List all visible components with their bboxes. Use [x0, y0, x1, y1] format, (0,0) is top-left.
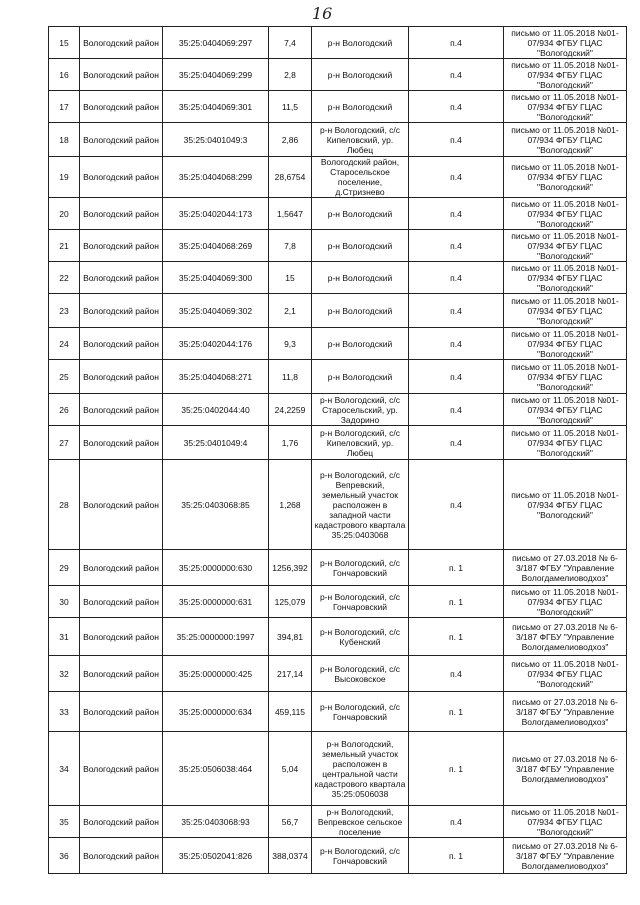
row-number: 20: [49, 198, 80, 230]
table-row: [49, 692, 627, 732]
row-number: 27: [49, 426, 80, 460]
cadastral-number-cell: 35:25:0000000:630: [163, 550, 269, 586]
location-cell: р-н Вологодский: [312, 59, 409, 91]
district-cell: Вологодский район: [80, 328, 163, 360]
district-cell: Вологодский район: [80, 123, 163, 157]
location-cell: р-н Вологодский: [312, 230, 409, 262]
cadastral-number-cell: 35:25:0404069:297: [163, 27, 269, 59]
document-cell: письмо от 11.05.2018 №01-07/934 ФГБУ ГЦАС "Вологодский": [504, 230, 627, 262]
table-row: [49, 360, 627, 394]
area-cell: 9,3: [269, 328, 312, 360]
row-number: 25: [49, 360, 80, 394]
table-row: [49, 426, 627, 460]
location-cell: р-н Вологодский, с/с Кипеловский, ур. Любец: [312, 123, 409, 157]
basis-cell: п.4: [409, 91, 504, 123]
area-cell: 56,7: [269, 806, 312, 838]
district-cell: Вологодский район: [80, 732, 163, 806]
basis-cell: п.4: [409, 59, 504, 91]
location-cell: р-н Вологодский: [312, 262, 409, 294]
location-cell: р-н Вологодский: [312, 198, 409, 230]
row-number: 28: [49, 460, 80, 550]
document-cell: письмо от 11.05.2018 №01-07/934 ФГБУ ГЦАС "Вологодский": [504, 262, 627, 294]
basis-cell: п.4: [409, 806, 504, 838]
table-row: [49, 157, 627, 198]
location-cell: р-н Вологодский, с/с Старосельский, ур. Задорино: [312, 394, 409, 426]
basis-cell: п.4: [409, 460, 504, 550]
location-cell: р-н Вологодский, с/с Гончаровский: [312, 692, 409, 732]
area-cell: 125,079: [269, 586, 312, 618]
table-row: [49, 91, 627, 123]
row-number: 18: [49, 123, 80, 157]
document-cell: письмо от 11.05.2018 №01-07/934 ФГБУ ГЦАС "Вологодский": [504, 586, 627, 618]
table-row: [49, 230, 627, 262]
document-cell: письмо от 11.05.2018 №01-07/934 ФГБУ ГЦАС "Вологодский": [504, 27, 627, 59]
table-row: [49, 27, 627, 59]
location-cell: р-н Вологодский, с/с Гончаровский: [312, 586, 409, 618]
basis-cell: п. 1: [409, 732, 504, 806]
district-cell: Вологодский район: [80, 618, 163, 656]
area-cell: 1,5647: [269, 198, 312, 230]
cadastral-number-cell: 35:25:0506038:464: [163, 732, 269, 806]
document-cell: письмо от 27.03.2018 № 6-3/187 ФГБУ "Управление Вологдамелиоводхоз": [504, 618, 627, 656]
document-cell: письмо от 11.05.2018 №01-07/934 ФГБУ ГЦАС "Вологодский": [504, 123, 627, 157]
cadastral-number-cell: 35:25:0401049:4: [163, 426, 269, 460]
location-cell: р-н Вологодский, с/с Высоковское: [312, 656, 409, 692]
district-cell: Вологодский район: [80, 91, 163, 123]
table-row: [49, 656, 627, 692]
document-cell: письмо от 11.05.2018 №01-07/934 ФГБУ ГЦАС "Вологодский": [504, 59, 627, 91]
location-cell: р-н Вологодский, с/с Вепревский, земельный участок расположен в западной части кадастрового квартала 35:25:0403068: [312, 460, 409, 550]
district-cell: Вологодский район: [80, 198, 163, 230]
table-row: [49, 328, 627, 360]
document-cell: письмо от 11.05.2018 №01-07/934 ФГБУ ГЦАС "Вологодский": [504, 394, 627, 426]
row-number: 31: [49, 618, 80, 656]
cadastral-number-cell: 35:25:0000000:631: [163, 586, 269, 618]
location-cell: р-н Вологодский, с/с Кипеловский, ур. Любец: [312, 426, 409, 460]
document-cell: письмо от 11.05.2018 №01-07/934 ФГБУ ГЦАС "Вологодский": [504, 157, 627, 198]
document-cell: письмо от 11.05.2018 №01-07/934 ФГБУ ГЦАС "Вологодский": [504, 328, 627, 360]
row-number: 30: [49, 586, 80, 618]
district-cell: Вологодский район: [80, 586, 163, 618]
location-cell: р-н Вологодский: [312, 294, 409, 328]
district-cell: Вологодский район: [80, 262, 163, 294]
location-cell: Вологодский район, Старосельское поселение, д.Стризнево: [312, 157, 409, 198]
basis-cell: п.4: [409, 656, 504, 692]
basis-cell: п. 1: [409, 692, 504, 732]
district-cell: Вологодский район: [80, 550, 163, 586]
area-cell: 459,115: [269, 692, 312, 732]
document-cell: письмо от 11.05.2018 №01-07/934 ФГБУ ГЦАС "Вологодский": [504, 806, 627, 838]
district-cell: Вологодский район: [80, 230, 163, 262]
land-registry-table: [48, 26, 627, 874]
row-number: 26: [49, 394, 80, 426]
page-number: 16: [312, 4, 333, 23]
area-cell: 1,76: [269, 426, 312, 460]
basis-cell: п.4: [409, 157, 504, 198]
document-cell: письмо от 11.05.2018 №01-07/934 ФГБУ ГЦАС "Вологодский": [504, 294, 627, 328]
row-number: 29: [49, 550, 80, 586]
table-row: [49, 294, 627, 328]
row-number: 24: [49, 328, 80, 360]
basis-cell: п.4: [409, 262, 504, 294]
document-cell: письмо от 27.03.2018 № 6-3/187 ФГБУ "Управление Вологдамелиоводхоз": [504, 838, 627, 874]
area-cell: 2,8: [269, 59, 312, 91]
cadastral-number-cell: 35:25:0404069:302: [163, 294, 269, 328]
basis-cell: п.4: [409, 294, 504, 328]
cadastral-number-cell: 35:25:0404069:301: [163, 91, 269, 123]
district-cell: Вологодский район: [80, 59, 163, 91]
area-cell: 2,86: [269, 123, 312, 157]
area-cell: 11,5: [269, 91, 312, 123]
area-cell: 217,14: [269, 656, 312, 692]
table-row: [49, 586, 627, 618]
row-number: 19: [49, 157, 80, 198]
district-cell: Вологодский район: [80, 426, 163, 460]
cadastral-number-cell: 35:25:0404069:299: [163, 59, 269, 91]
location-cell: р-н Вологодский: [312, 360, 409, 394]
basis-cell: п.4: [409, 123, 504, 157]
district-cell: Вологодский район: [80, 838, 163, 874]
area-cell: 28,6754: [269, 157, 312, 198]
cadastral-number-cell: 35:25:0401049:3: [163, 123, 269, 157]
row-number: 15: [49, 27, 80, 59]
district-cell: Вологодский район: [80, 692, 163, 732]
district-cell: Вологодский район: [80, 656, 163, 692]
cadastral-number-cell: 35:25:0402044:173: [163, 198, 269, 230]
row-number: 23: [49, 294, 80, 328]
district-cell: Вологодский район: [80, 460, 163, 550]
cadastral-number-cell: 35:25:0404068:271: [163, 360, 269, 394]
document-cell: письмо от 11.05.2018 №01-07/934 ФГБУ ГЦАС "Вологодский": [504, 360, 627, 394]
document-cell: письмо от 27.03.2018 № 6-3/187 ФГБУ "Управление Вологдамелиоводхоз": [504, 692, 627, 732]
district-cell: Вологодский район: [80, 806, 163, 838]
basis-cell: п.4: [409, 27, 504, 59]
area-cell: 394,81: [269, 618, 312, 656]
table-row: [49, 198, 627, 230]
row-number: 36: [49, 838, 80, 874]
row-number: 21: [49, 230, 80, 262]
location-cell: р-н Вологодский, с/с Гончаровский: [312, 838, 409, 874]
area-cell: 11,8: [269, 360, 312, 394]
area-cell: 1256,392: [269, 550, 312, 586]
row-number: 35: [49, 806, 80, 838]
area-cell: 7,4: [269, 27, 312, 59]
location-cell: р-н Вологодский, земельный участок расположен в центральной части кадастрового квартала 35:25:0506038: [312, 732, 409, 806]
area-cell: 2,1: [269, 294, 312, 328]
cadastral-number-cell: 35:25:0403068:85: [163, 460, 269, 550]
document-cell: письмо от 11.05.2018 №01-07/934 ФГБУ ГЦАС "Вологодский": [504, 198, 627, 230]
document-cell: письмо от 27.03.2018 № 6-3/187 ФГБУ "Управление Вологдамелиоводхоз": [504, 732, 627, 806]
table-row: [49, 732, 627, 806]
location-cell: р-н Вологодский: [312, 27, 409, 59]
district-cell: Вологодский район: [80, 27, 163, 59]
location-cell: р-н Вологодский, с/с Кубенский: [312, 618, 409, 656]
basis-cell: п. 1: [409, 618, 504, 656]
document-cell: письмо от 27.03.2018 № 6-3/187 ФГБУ "Управление Вологдамелиоводхоз": [504, 550, 627, 586]
cadastral-number-cell: 35:25:0000000:1997: [163, 618, 269, 656]
basis-cell: п.4: [409, 394, 504, 426]
table-row: [49, 262, 627, 294]
table-row: [49, 394, 627, 426]
area-cell: 24,2259: [269, 394, 312, 426]
location-cell: р-н Вологодский, Вепревское сельское поселение: [312, 806, 409, 838]
cadastral-number-cell: 35:25:0402044:40: [163, 394, 269, 426]
table-row: [49, 838, 627, 874]
cadastral-number-cell: 35:25:0403068:93: [163, 806, 269, 838]
table-row: [49, 618, 627, 656]
row-number: 22: [49, 262, 80, 294]
basis-cell: п. 1: [409, 838, 504, 874]
basis-cell: п. 1: [409, 586, 504, 618]
basis-cell: п.4: [409, 328, 504, 360]
row-number: 16: [49, 59, 80, 91]
basis-cell: п. 1: [409, 550, 504, 586]
district-cell: Вологодский район: [80, 360, 163, 394]
table-row: [49, 59, 627, 91]
area-cell: 5,04: [269, 732, 312, 806]
cadastral-number-cell: 35:25:0404068:269: [163, 230, 269, 262]
document-cell: письмо от 11.05.2018 №01-07/934 ФГБУ ГЦАС "Вологодский": [504, 91, 627, 123]
table-row: [49, 123, 627, 157]
area-cell: 7,8: [269, 230, 312, 262]
cadastral-number-cell: 35:25:0000000:634: [163, 692, 269, 732]
cadastral-number-cell: 35:25:0502041:826: [163, 838, 269, 874]
document-cell: письмо от 11.05.2018 №01-07/934 ФГБУ ГЦАС "Вологодский": [504, 656, 627, 692]
basis-cell: п.4: [409, 230, 504, 262]
table-row: [49, 550, 627, 586]
district-cell: Вологодский район: [80, 294, 163, 328]
location-cell: р-н Вологодский: [312, 328, 409, 360]
document-cell: письмо от 11.05.2018 №01-07/934 ФГБУ ГЦАС "Вологодский": [504, 460, 627, 550]
area-cell: 15: [269, 262, 312, 294]
basis-cell: п.4: [409, 198, 504, 230]
row-number: 17: [49, 91, 80, 123]
location-cell: р-н Вологодский, с/с Гончаровский: [312, 550, 409, 586]
district-cell: Вологодский район: [80, 394, 163, 426]
cadastral-number-cell: 35:25:0000000:425: [163, 656, 269, 692]
cadastral-number-cell: 35:25:0404068:299: [163, 157, 269, 198]
basis-cell: п.4: [409, 426, 504, 460]
area-cell: 1,268: [269, 460, 312, 550]
row-number: 33: [49, 692, 80, 732]
area-cell: 388,0374: [269, 838, 312, 874]
basis-cell: п.4: [409, 360, 504, 394]
row-number: 32: [49, 656, 80, 692]
location-cell: р-н Вологодский: [312, 91, 409, 123]
table-row: [49, 806, 627, 838]
document-cell: письмо от 11.05.2018 №01-07/934 ФГБУ ГЦАС "Вологодский": [504, 426, 627, 460]
cadastral-number-cell: 35:25:0404069:300: [163, 262, 269, 294]
district-cell: Вологодский район: [80, 157, 163, 198]
row-number: 34: [49, 732, 80, 806]
cadastral-number-cell: 35:25:0402044:176: [163, 328, 269, 360]
table-row: [49, 460, 627, 550]
